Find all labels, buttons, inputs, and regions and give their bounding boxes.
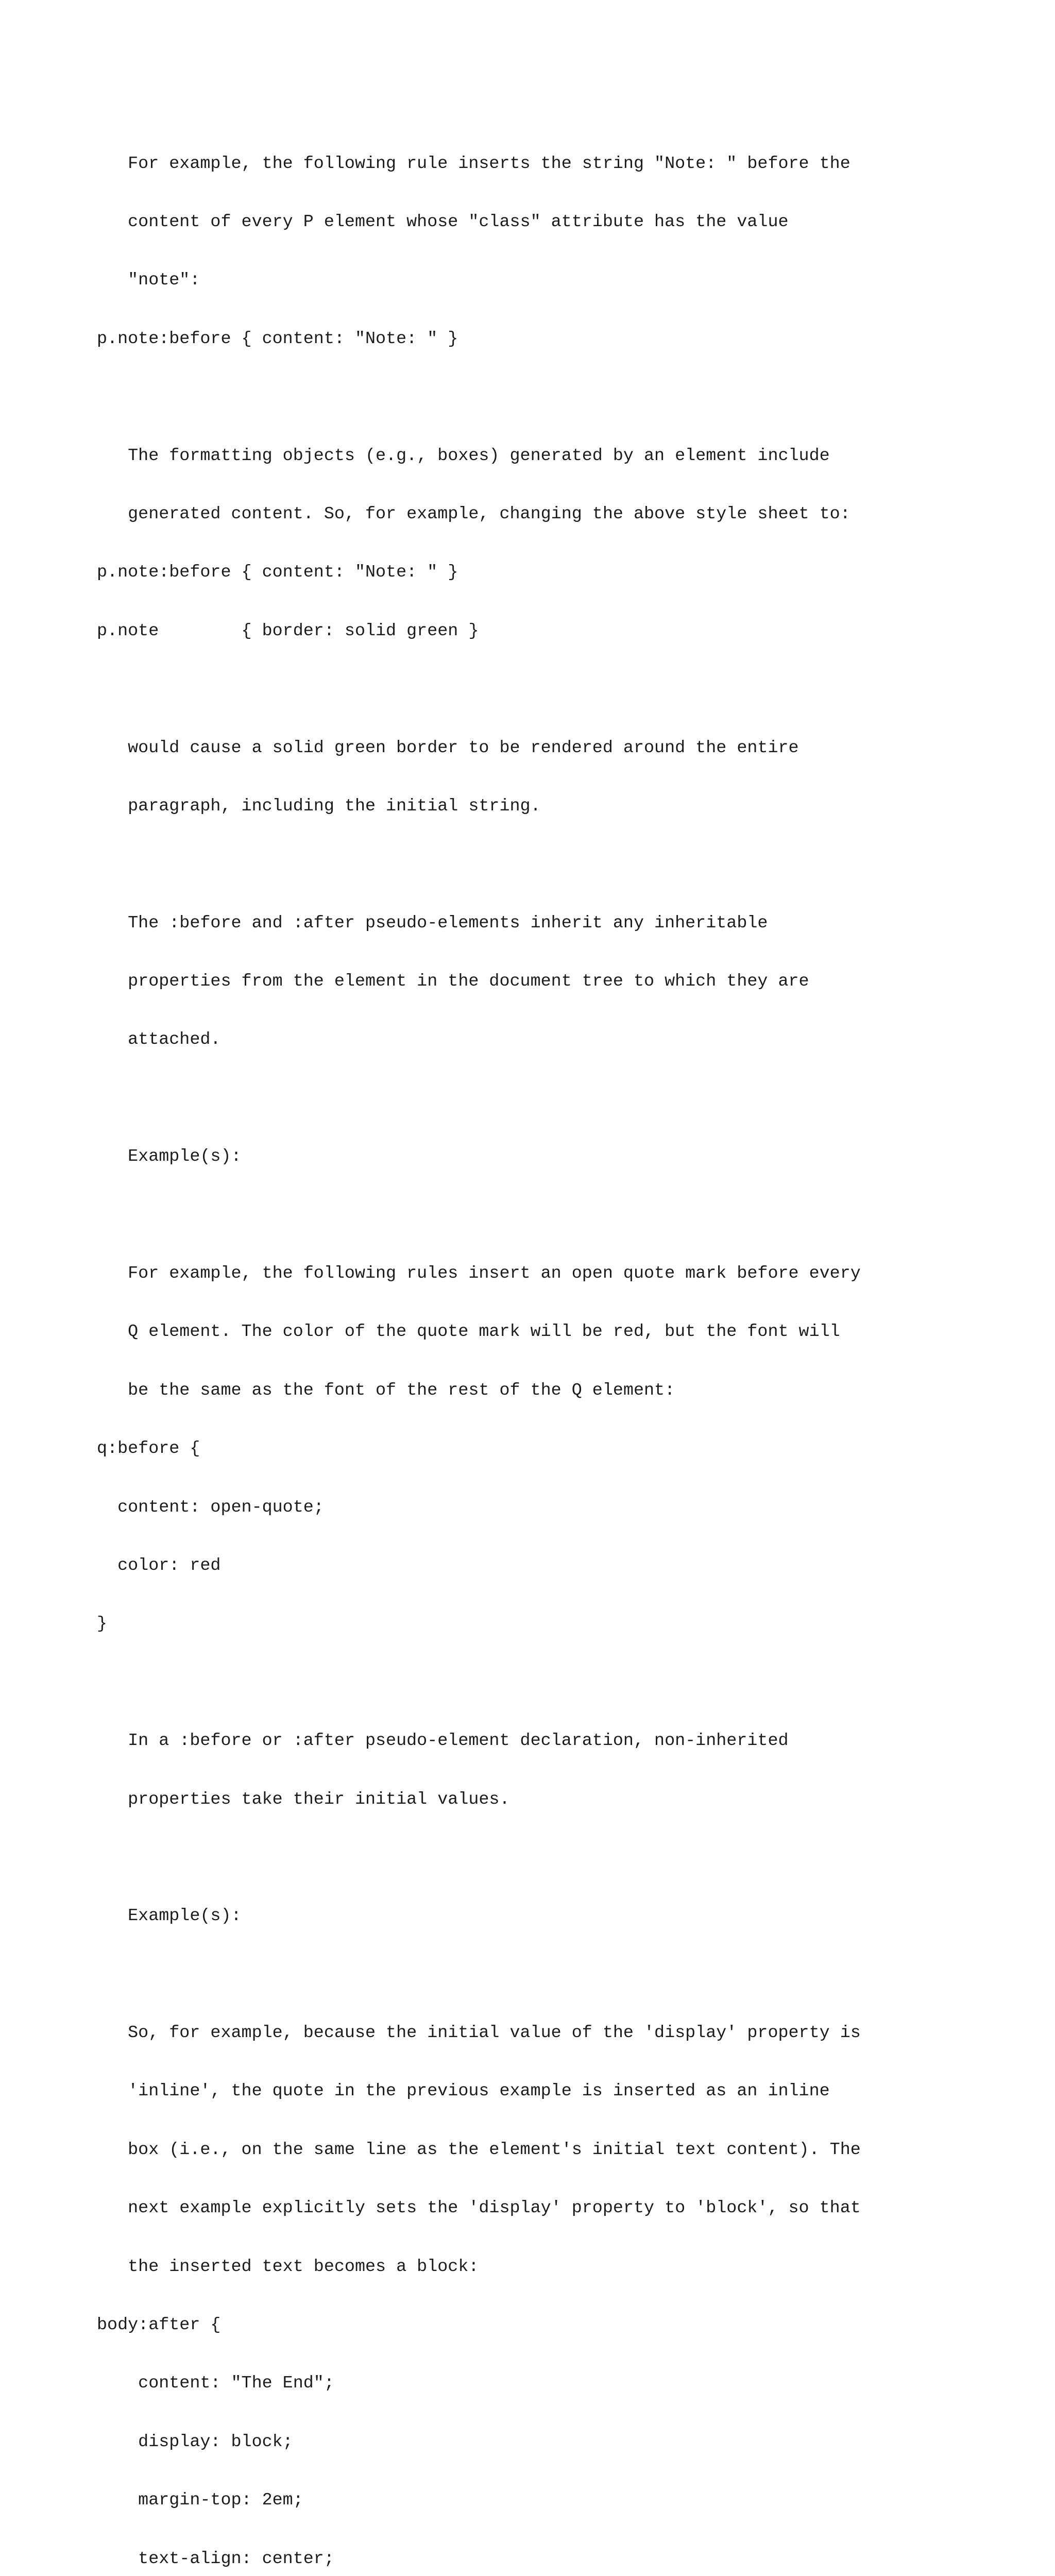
code-line: margin-top: 2em; [97,2490,303,2511]
code-line: color: red [97,1555,221,1575]
text-line: properties take their initial values. [97,1789,510,1809]
blank-line [97,388,892,408]
blank-line [97,1849,892,1868]
text-line: paragraph, including the initial string. [97,796,541,816]
text-line: The formatting objects (e.g., boxes) generated by an element include [97,446,830,466]
code-line: content: "The End"; [97,2374,334,2394]
text-line: Q element. The color of the quote mark will be red, but the font will [97,1322,840,1342]
text-line: attached. [97,1030,221,1050]
code-line: } [97,1614,108,1634]
text-line: For example, the following rules insert an open quote mark before every [97,1264,861,1284]
text-line: For example, the following rule inserts the string "Note: " before the [97,154,850,174]
text-line: So, for example, because the initial value of the 'display' property is [97,2023,861,2043]
code-line: text-align: center; [97,2549,334,2569]
code-line: content: open-quote; [97,1497,324,1517]
code-line: q:before { [97,1439,200,1459]
text-line: next example explicitly sets the 'display' property to 'block', so that [97,2198,861,2218]
code-line: p.note:before { content: "Note: " } [97,329,458,349]
text-line: 'inline', the quote in the previous example is inserted as an inline [97,2081,830,2102]
text-line: content of every P element whose "class" attribute has the value [97,212,789,232]
blank-line [97,1673,892,1693]
text-line: be the same as the font of the rest of the Q element: [97,1380,675,1400]
blank-line [97,1089,892,1109]
text-line: box (i.e., on the same line as the element's initial text content). The [97,2140,861,2160]
text-line: would cause a solid green border to be rendered around the entire [97,738,799,758]
text-line: The :before and :after pseudo-elements inherit any inheritable [97,913,768,933]
text-line: generated content. So, for example, changing the above style sheet to: [97,504,850,524]
example-label: Example(s): [97,1906,242,1926]
example-label: Example(s): [97,1147,242,1167]
text-line: In a :before or :after pseudo-element declaration, non-inherited [97,1731,789,1751]
text-line: the inserted text becomes a block: [97,2257,479,2277]
document-body [97,115,892,2576]
blank-line [97,1206,892,1226]
code-line: p.note { border: solid green } [97,621,479,641]
code-line: display: block; [97,2432,293,2452]
blank-line [97,680,892,700]
blank-line [97,855,892,875]
text-line: "note": [97,270,200,291]
code-line: body:after { [97,2315,221,2335]
text-line: properties from the element in the document tree to which they are [97,972,809,992]
blank-line [97,1965,892,1985]
code-line: p.note:before { content: "Note: " } [97,563,458,583]
